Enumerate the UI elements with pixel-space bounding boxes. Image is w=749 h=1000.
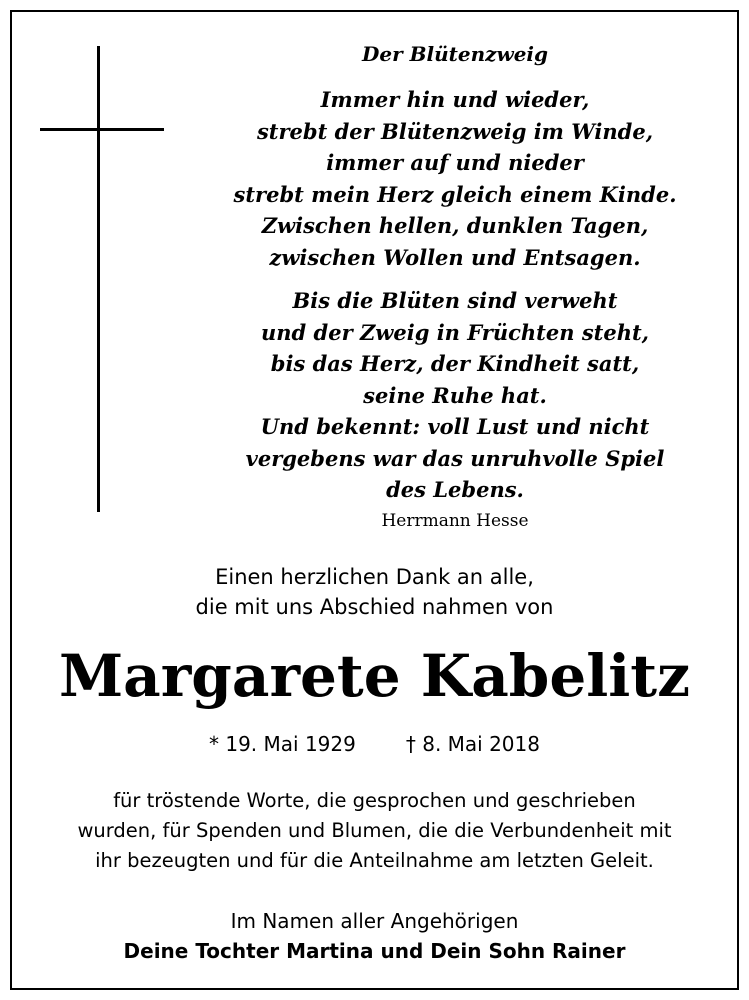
signoff — [0, 906, 749, 966]
poem-stanza-2 — [180, 285, 730, 506]
gratitude-line: für tröstende Worte, die gesprochen und geschrieben — [113, 789, 636, 812]
poem-line: strebt der Blütenzweig im Winde, — [256, 118, 654, 144]
thanks-line: Einen herzlichen Dank an alle, — [215, 565, 534, 589]
deceased-name: Margarete Kabelitz — [58, 642, 691, 710]
signature: Deine Tochter Martina und Dein Sohn Rainer — [123, 939, 626, 963]
gratitude-line: ihr bezeugten und für die Anteilnahme am letzten Geleit. — [95, 849, 654, 872]
poem-line: Und bekennt: voll Lust und nicht — [260, 414, 650, 439]
poem-author: Herrmann Hesse — [381, 510, 529, 531]
poem-line: zwischen Wollen und Entsagen. — [269, 244, 641, 270]
poem-line: bis das Herz, der Kindheit satt, — [270, 351, 640, 376]
poem-line: des Lebens. — [386, 477, 524, 502]
thanks-intro — [0, 562, 749, 622]
gratitude-line: wurden, für Spenden und Blumen, die die Verbundenheit mit — [77, 819, 672, 842]
poem-title: Der Blütenzweig — [362, 42, 548, 66]
cross-horizontal-bar — [40, 128, 164, 131]
poem-line: seine Ruhe hat. — [363, 382, 547, 408]
gratitude-text — [20, 786, 729, 876]
poem-stanza-1 — [180, 84, 730, 273]
birth-date: * 19. Mai 1929 — [209, 732, 356, 756]
poem-line: Immer hin und wieder, — [320, 87, 590, 112]
poem-line: und der Zweig in Früchten steht, — [261, 319, 649, 345]
poem-line: vergebens war das unruhvolle Spiel — [245, 445, 665, 471]
poem-line: strebt mein Herz gleich einem Kinde. — [233, 181, 677, 207]
poem-line: immer auf und nieder — [326, 150, 584, 175]
poem-line: Bis die Blüten sind verweht — [292, 288, 618, 313]
poem-line: Zwischen hellen, dunklen Tagen, — [261, 213, 649, 238]
thanks-line: die mit uns Abschied nahmen von — [195, 595, 554, 619]
life-dates — [0, 728, 749, 760]
death-date: † 8. Mai 2018 — [405, 732, 540, 756]
cross-vertical-bar — [97, 46, 100, 512]
poem — [180, 38, 730, 534]
signoff-intro: Im Namen aller Angehörigen — [230, 909, 519, 933]
